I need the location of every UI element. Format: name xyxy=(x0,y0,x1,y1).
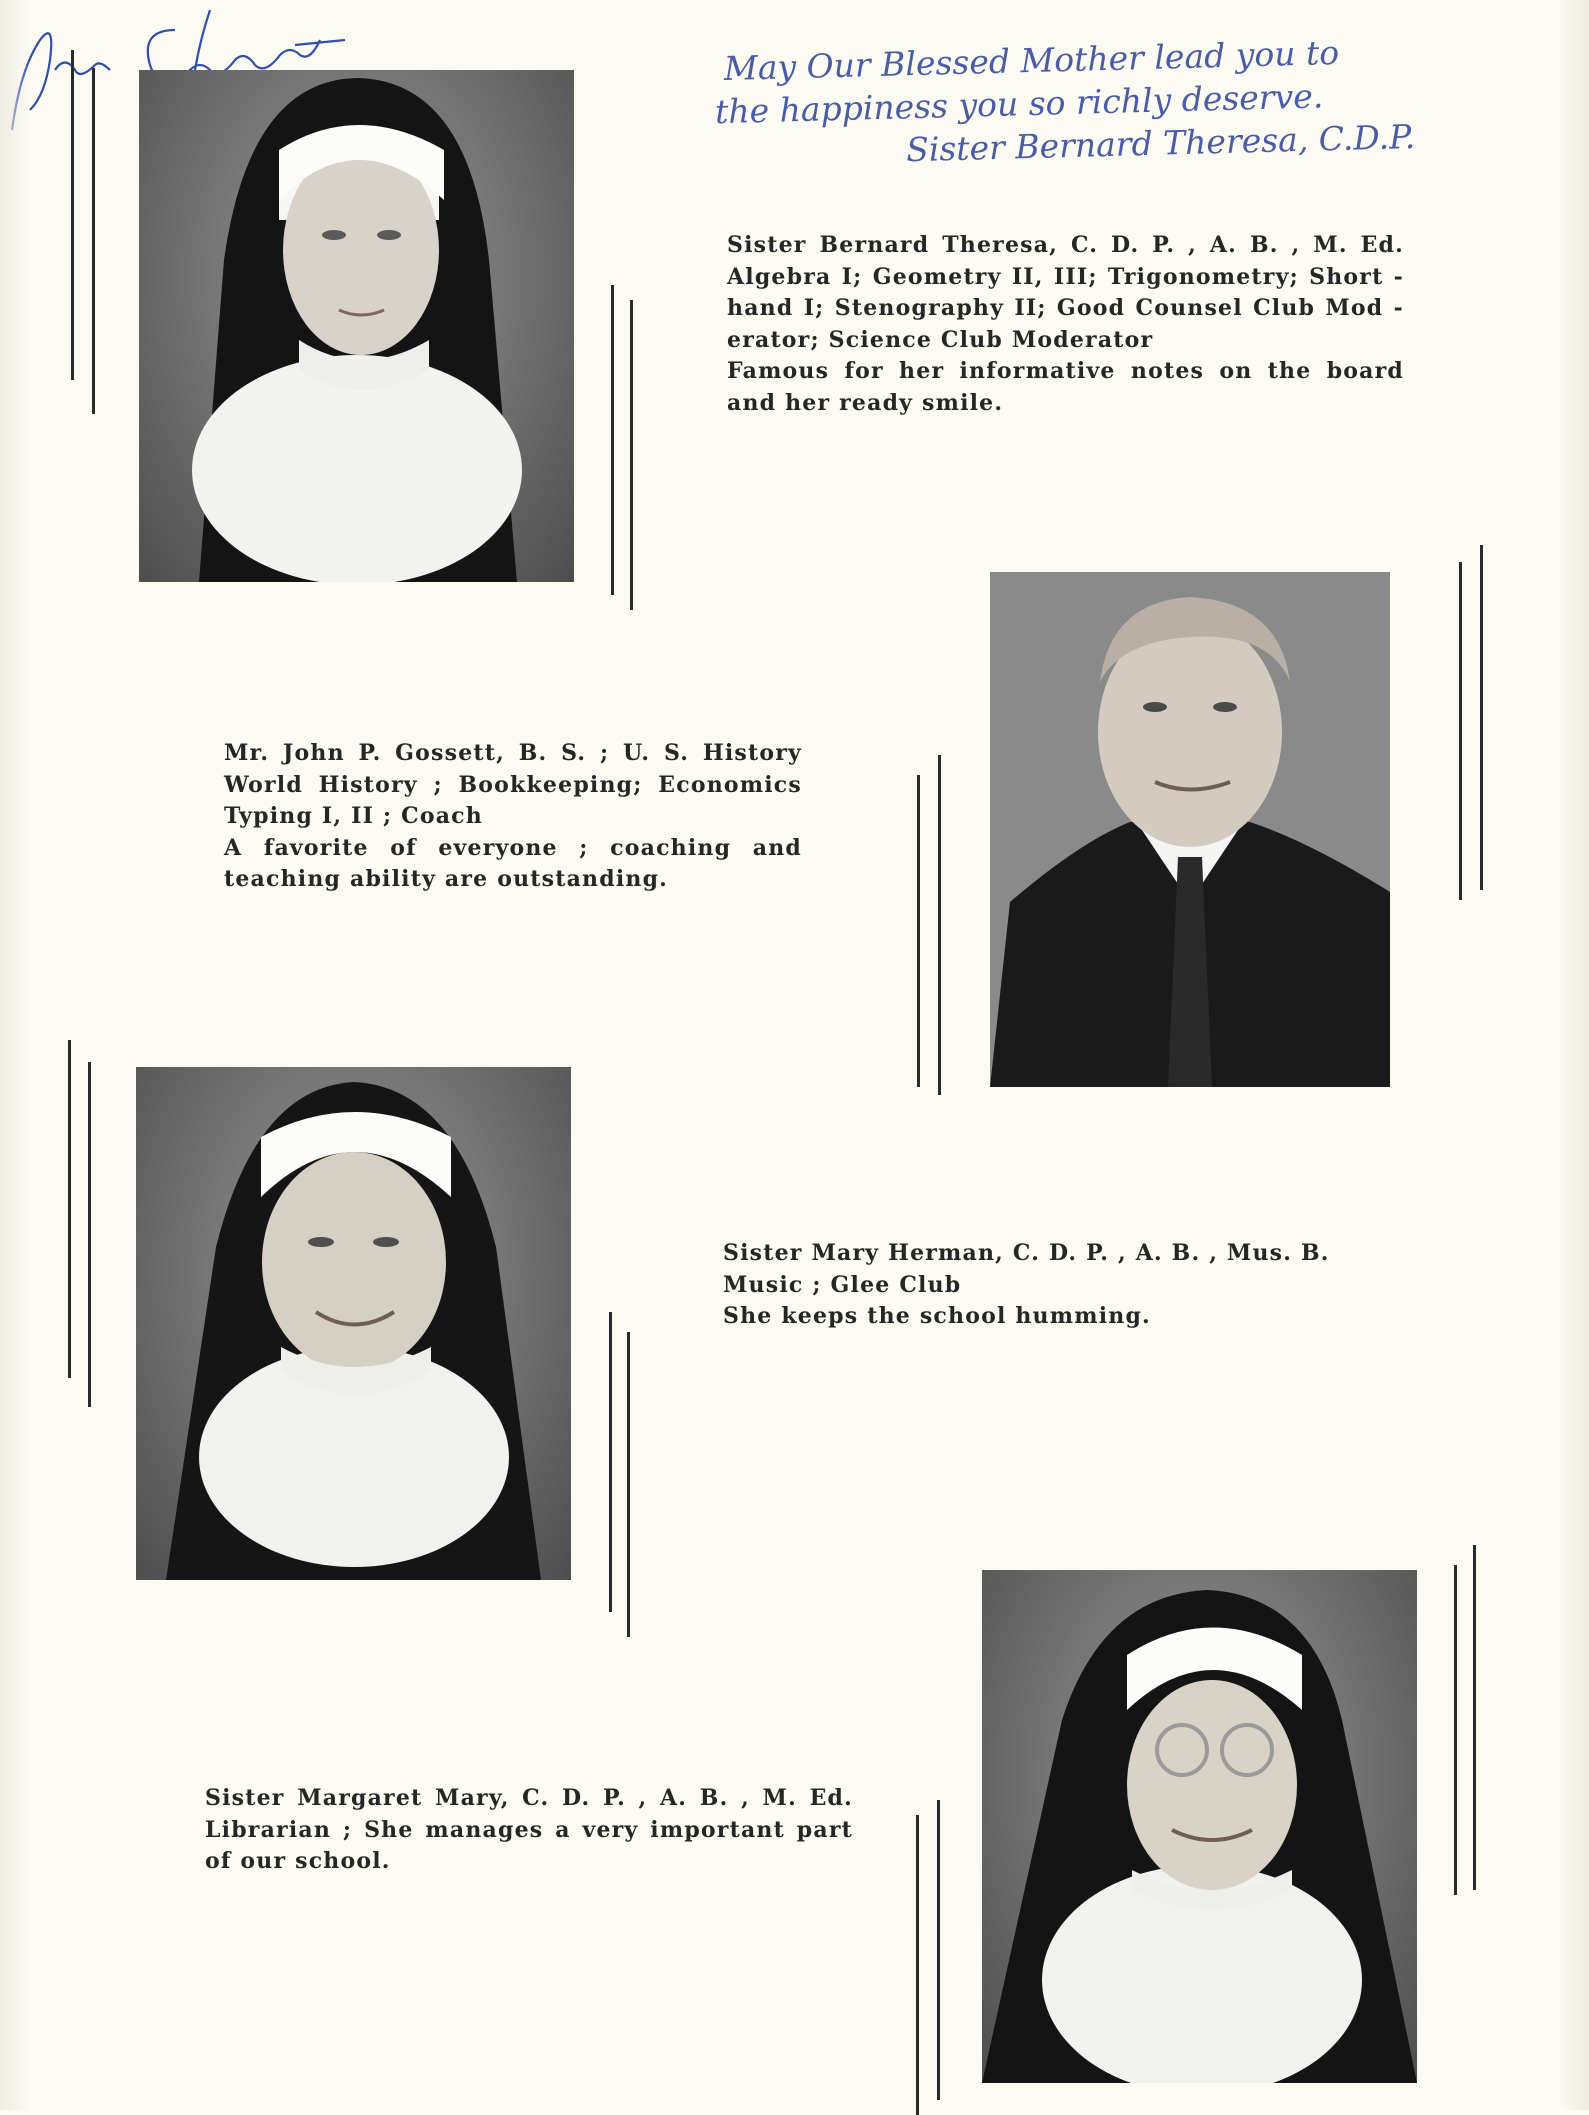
caption-sister-margaret-mary xyxy=(205,1783,853,1878)
decorative-rule xyxy=(1454,1565,1457,1895)
caption-line: World History ; Bookkeeping; Economics xyxy=(224,771,802,798)
portrait-sister-mary-herman xyxy=(136,1067,571,1580)
decorative-rule xyxy=(1459,562,1462,900)
decorative-rule xyxy=(938,755,941,1095)
caption-line: Typing I, II ; Coach xyxy=(224,803,483,829)
caption-line: Sister Mary Herman, C. D. P. , A. B. , Mus. B. xyxy=(723,1240,1330,1266)
decorative-rule xyxy=(68,1040,71,1378)
page-edge-right xyxy=(1559,0,1589,2110)
inscription-line: the happiness you so richly deserve. xyxy=(714,76,1324,132)
decorative-rule xyxy=(630,300,633,610)
decorative-rule xyxy=(611,285,614,595)
decorative-rule xyxy=(71,50,74,380)
decorative-rule xyxy=(88,1062,91,1407)
portrait-sister-bernard-theresa xyxy=(139,70,574,582)
caption-line: and her ready smile. xyxy=(727,389,1004,416)
caption-john-gossett xyxy=(224,738,802,896)
caption-line: Music ; Glee Club xyxy=(723,1271,962,1298)
page-edge-left xyxy=(0,0,30,2110)
caption-sister-mary-herman xyxy=(723,1238,1383,1333)
decorative-rule xyxy=(916,1815,919,2115)
caption-sister-bernard-theresa xyxy=(727,230,1404,419)
caption-line: She keeps the school humming. xyxy=(723,1303,1151,1329)
caption-line: Algebra I; Geometry II, III; Trigonometry; Short - xyxy=(727,263,1404,290)
decorative-rule xyxy=(1480,545,1483,890)
caption-line: Famous for her informative notes on the board xyxy=(727,358,1404,384)
decorative-rule xyxy=(609,1312,612,1612)
portrait-john-gossett xyxy=(990,572,1390,1087)
caption-line: of our school. xyxy=(205,1848,391,1874)
caption-line: teaching ability are outstanding. xyxy=(224,866,669,892)
inscription-line: May Our Blessed Mother lead you to xyxy=(723,32,1340,89)
caption-line: Sister Margaret Mary, C. D. P. , A. B. , M. Ed. xyxy=(205,1785,853,1811)
caption-line: Sister Bernard Theresa, C. D. P. , A. B. , M. Ed. xyxy=(727,232,1404,258)
nun-portrait-drawing xyxy=(136,1067,571,1580)
decorative-rule xyxy=(917,775,920,1087)
portrait-sister-margaret-mary xyxy=(982,1570,1417,2083)
handwritten-inscription xyxy=(714,29,1416,176)
decorative-rule xyxy=(937,1800,940,2100)
caption-line: Librarian ; She manages a very important part xyxy=(205,1816,853,1843)
caption-line: erator; Science Club Moderator xyxy=(727,326,1154,353)
decorative-rule xyxy=(627,1332,630,1637)
caption-line: A favorite of everyone ; coaching and xyxy=(224,834,802,861)
decorative-rule xyxy=(1473,1545,1476,1890)
man-portrait-drawing xyxy=(990,572,1390,1087)
caption-line: Mr. John P. Gossett, B. S. ; U. S. History xyxy=(224,740,802,766)
nun-portrait-drawing xyxy=(982,1570,1417,2083)
inscription-line: Sister Bernard Theresa, C.D.P. xyxy=(905,116,1416,170)
caption-line: hand I; Stenography II; Good Counsel Club Mod - xyxy=(727,295,1404,321)
nun-portrait-drawing xyxy=(139,70,574,582)
decorative-rule xyxy=(92,68,95,414)
